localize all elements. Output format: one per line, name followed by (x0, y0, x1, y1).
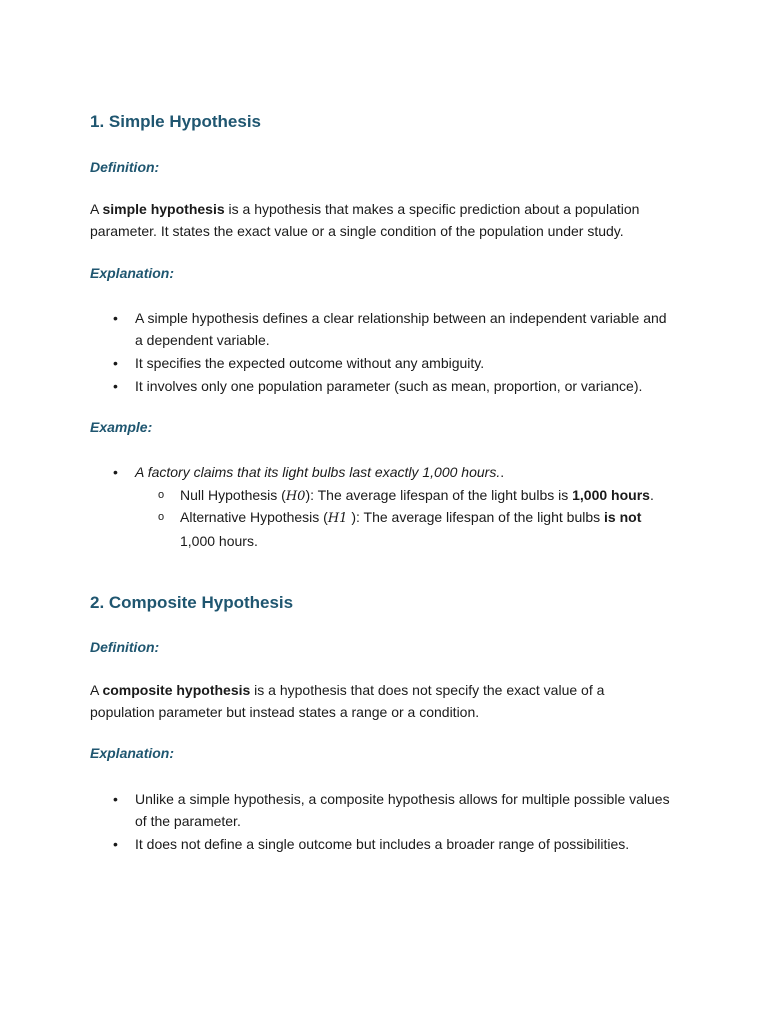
bullet-glyph: • (113, 378, 118, 394)
definition-paragraph (90, 679, 650, 723)
definition-term: composite hypothesis (102, 682, 251, 698)
section-heading-simple-hypothesis: 1. Simple Hypothesis (90, 112, 261, 131)
example-text: A factory claims that its light bulbs last exactly 1,000 hours. (135, 464, 501, 480)
definition-paragraph (90, 198, 680, 242)
example-label: Example: (90, 419, 153, 435)
explanation-label: Explanation: (90, 265, 175, 281)
definition-term: simple hypothesis (102, 201, 225, 217)
alt-hyp-pre: Alternative Hypothesis ( (180, 509, 328, 525)
bullet-text: It does not define a single outcome but includes a broader range of possibilities. (135, 836, 630, 852)
bullet-text: It specifies the expected outcome without any ambiguity. (135, 355, 485, 371)
null-hyp-value: 1,000 hours (572, 487, 650, 503)
null-hyp-mid: ): The average lifespan of the light bulbs is (305, 487, 573, 503)
sub-bullet-glyph: o (158, 489, 165, 501)
definition-label: Definition: (90, 159, 160, 175)
alt-hyp-post: 1,000 hours. (180, 533, 258, 549)
explanation-bullet (113, 352, 673, 374)
null-hyp-post: . (649, 487, 654, 503)
definition-body: is a hypothesis that makes a specific prediction about a population parameter. It states the exact value or a single condition of the population under study. (90, 201, 640, 239)
alt-hyp-symbol: H1 (327, 511, 348, 526)
alternative-hypothesis-item (158, 506, 668, 552)
section-heading-composite-hypothesis: 2. Composite Hypothesis (90, 593, 294, 612)
bullet-glyph: • (113, 836, 118, 852)
explanation-bullet (113, 307, 673, 351)
definition-label: Definition: (90, 639, 160, 655)
definition-pre: A (90, 201, 103, 217)
example-period: . (500, 464, 505, 480)
alt-hyp-emphasis: is not (604, 509, 642, 525)
explanation-bullet (113, 833, 673, 855)
sub-bullet-glyph: o (158, 511, 165, 523)
bullet-text: It involves only one population parameter (such as mean, proportion, or variance). (135, 378, 643, 394)
example-bullet (113, 461, 673, 483)
explanation-bullet (113, 375, 673, 397)
bullet-glyph: • (113, 791, 118, 807)
explanation-label: Explanation: (90, 745, 175, 761)
definition-pre: A (90, 682, 103, 698)
alt-hyp-mid: ): The average lifespan of the light bulbs (347, 509, 605, 525)
definition-body: is a hypothesis that does not specify the exact value of a population parameter but instead states a range or a condition. (90, 682, 605, 720)
explanation-bullet (113, 788, 673, 832)
null-hypothesis-item (158, 484, 668, 508)
null-hyp-symbol: H0 (285, 489, 306, 504)
bullet-glyph: • (113, 355, 118, 371)
bullet-text: A simple hypothesis defines a clear relationship between an independent variable and a dependent variable. (135, 310, 667, 348)
bullet-glyph: • (113, 464, 118, 480)
null-hyp-pre: Null Hypothesis ( (180, 487, 286, 503)
bullet-text: Unlike a simple hypothesis, a composite hypothesis allows for multiple possible values of the parameter. (135, 791, 670, 829)
bullet-glyph: • (113, 310, 118, 326)
